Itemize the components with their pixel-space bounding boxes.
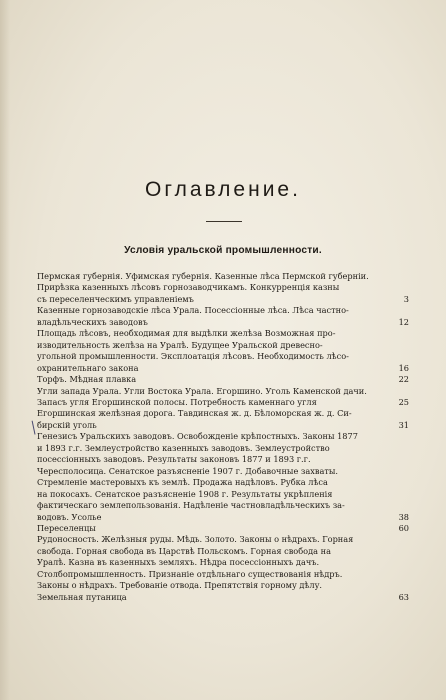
toc-entry-text [37,431,381,523]
toc-entry-line: охранительнаго закона [37,362,139,373]
toc-entry [37,328,409,374]
toc-entry [37,374,409,385]
toc-page-number: 31 [398,419,409,430]
toc-entry-line: изводительность желѣза на Уралѣ. Будущее Уральской древесно- [37,339,323,350]
toc-entry-text [37,374,381,385]
toc-entry [37,431,409,523]
page-title: Оглавление. [145,178,301,201]
toc-entry-line: Земельная путаница [37,591,127,602]
toc-page-number: 25 [398,396,409,407]
toc-entry-line: свобода. Горная свобода въ Царствѣ Польскомъ. Горная свобода на [37,545,331,556]
toc-entry [37,523,409,534]
table-of-contents [37,271,409,603]
toc-entry-line: Уралѣ. Казна въ казенныхъ земляхъ. Нѣдра посессіонныхъ дачъ. [37,557,320,568]
toc-entry-line: на покосахъ. Сенатское разъясненіе 1908 г. Результаты укрѣпленія [37,488,333,499]
toc-entry-line: бирскій уголь [37,419,97,430]
toc-page-number: 63 [398,591,409,602]
toc-page-number: 22 [398,374,409,385]
toc-entry-line: владѣльческихъ заводовъ [37,316,148,327]
toc-entry-line: Стремленіе мастеровыхъ къ землѣ. Продажа надѣловъ. Рубка лѣса [37,477,328,488]
toc-entry-text [37,408,381,431]
toc-entry [37,386,409,409]
toc-entry-line: посессіонныхъ заводовъ. Результаты законовъ 1877 и 1893 г.г. [37,454,311,465]
toc-entry-line: Чересполосица. Сенатское разъясненіе 1907 г. Добавочные захваты. [37,465,338,476]
toc-entry-line: съ переселенческимъ управленіемъ [37,293,194,304]
toc-entry-line: Пермская губернія. Уфимская губернія. Казенные лѣса Пермской губерніи. [37,271,369,281]
toc-entry-line: Законы о нѣдрахъ. Требованіе отвода. Препятствія горному дѣлу. [37,580,322,591]
toc-entry-line: Угли запада Урала. Угли Востока Урала. Егоршино. Уголь Каменской дачи. [37,385,367,396]
toc-page-number: 12 [398,316,409,327]
toc-entry-line: Генезисъ Уральскихъ заводовъ. Освобожденіе крѣпостныхъ. Законы 1877 [37,431,358,442]
toc-entry-line: Прирѣзка казенныхъ лѣсовъ горнозаводчикамъ. Конкурренція казны [37,282,340,293]
section-heading: Условія уральской промышленности. [124,245,322,256]
toc-entry [37,408,409,431]
toc-entry-text [37,305,381,328]
toc-entry-text [37,271,381,305]
toc-entry-line: и 1893 г.г. Землеустройство казенныхъ заводовъ. Землеустройство [37,442,330,453]
toc-entry [37,271,409,305]
toc-page-number: 60 [398,522,409,533]
toc-page-number: 3 [403,293,409,304]
title-divider [206,221,242,222]
toc-entry-line: фактическаго землепользованія. Надѣленіе частновладѣльческихъ за- [37,500,345,511]
page-binding-shadow [0,0,10,700]
toc-entry-line: Столбопромышленность. Признаніе отдѣльнаго существованія нѣдръ. [37,568,343,579]
toc-entry-line: Площадь лѣсовъ, необходимая для выдѣлки желѣза Возможная про- [37,328,336,339]
toc-entry [37,305,409,328]
toc-page-number: 16 [398,362,409,373]
toc-entry-line: Переселенцы [37,522,96,533]
toc-entry-text [37,534,381,603]
toc-entry-line: угольной промышленности. Эксплоатація лѣсовъ. Необходимость лѣсо- [37,351,349,362]
toc-entry-line: Торфъ. Мѣдная плавка [37,374,137,385]
toc-entry-line: Егоршинская желѣзная дорога. Тавдинская ж. д. Бѣломорская ж. д. Си- [37,408,352,419]
toc-entry-text [37,386,381,409]
toc-entry-line: Запасъ угля Егоршинской полосы. Потребность каменнаго угля [37,396,317,407]
toc-entry-text [37,523,381,534]
toc-entry-line: водовъ. Усолье [37,511,102,522]
toc-entry-line: Казенные горнозаводскіе лѣса Урала. Посессіонные лѣса. Лѣса частно- [37,305,349,316]
toc-page-number: 38 [398,511,409,522]
toc-entry-text [37,328,381,374]
toc-entry [37,534,409,603]
toc-entry-line: Рудоносность. Желѣзныя руды. Мѣдь. Золото. Законы о нѣдрахъ. Горная [37,534,354,545]
